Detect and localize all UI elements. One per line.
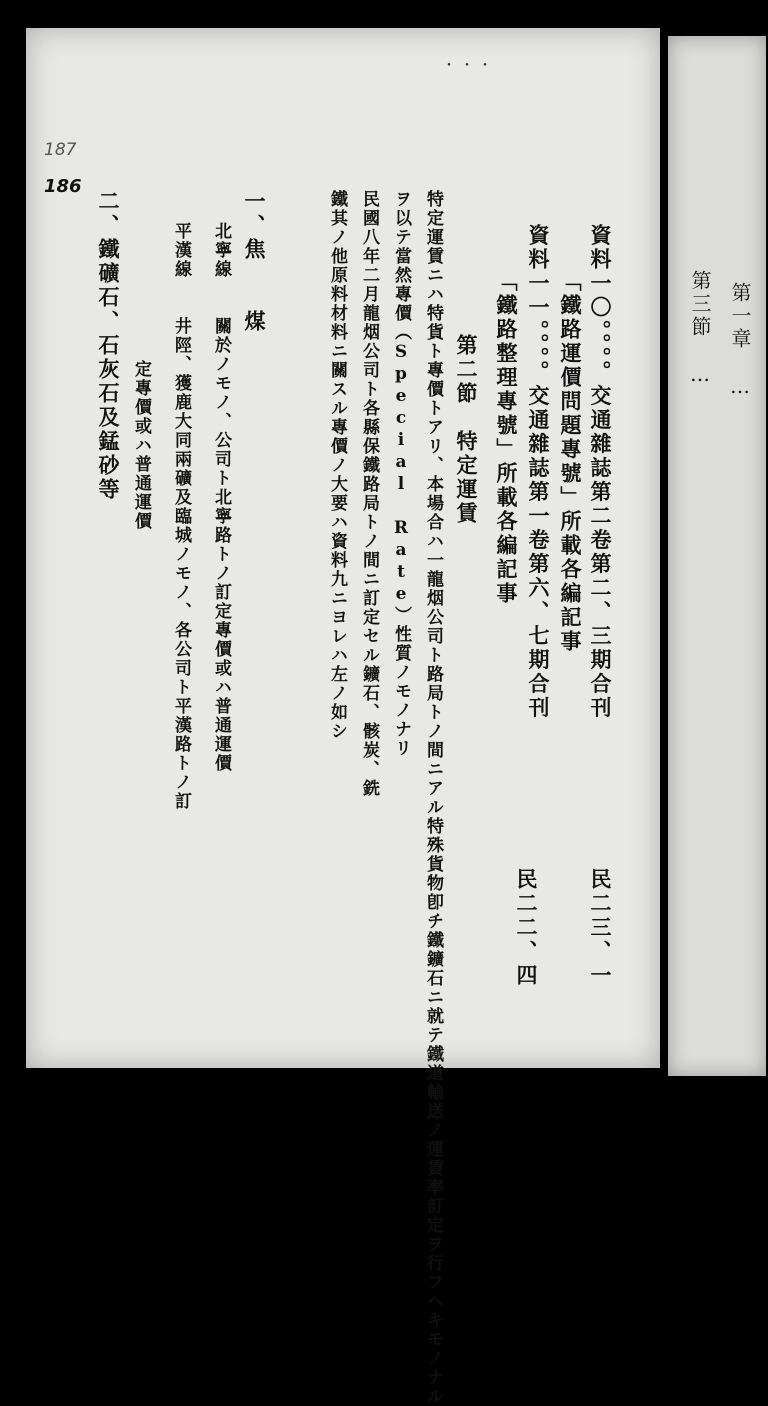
page-number: 186 — [44, 176, 82, 197]
adjacent-page — [668, 36, 766, 1076]
column-4-text: 「鐵路整理專號」所載各編記事 — [494, 270, 519, 606]
column-9-text: 鐵其ノ他原料材料ニ關スル專價ノ大要ハ資料九ニヨレハ左ノ如シ — [327, 190, 347, 741]
column-11-text: 北寧線 關於ノモノ、公司ト北寧路トノ訂定專價或ハ普通運價 — [211, 222, 231, 773]
column-1-date: 民二三、一 — [588, 868, 613, 988]
column-13-text: 定專價或ハ普通運價 — [131, 360, 151, 531]
struck-page-number: 187 — [44, 140, 77, 160]
page-dots: ・・・ — [442, 58, 496, 74]
item-heading-2: 二、鐵礦石、石灰石及錳砂等 — [96, 190, 121, 502]
column-1-text: 資料一〇。。。。交通雜誌第二卷第二、三期合刊 — [588, 224, 613, 721]
column-2-text: 「鐵路運價問題專號」所載各編記事 — [558, 270, 583, 654]
section-heading: 第二節 特定運賃 — [454, 334, 479, 526]
column-6-text: 特定運賃ニハ特貨ト專價トアリ、本場合ハ一龍烟公司ト路局トノ間ニアル特殊貨物卽チ鐵鑛石ニ就テ鐵道輸送ノ運賃率訂定ヲ行フヘキモノナル — [423, 190, 443, 1406]
column-8-text: 民國八年二月龍烟公司ト各縣保鐵路局トノ間ニ訂定セル鑛石、骸炭、銑 — [359, 190, 379, 798]
column-3-date: 民二二、四 — [514, 868, 539, 988]
column-12-text: 平漢線 井陘、獲鹿大同兩礦及臨城ノモノ、各公司ト平漢路トノ訂 — [171, 222, 191, 811]
item-heading-1: 一、焦 煤 — [242, 190, 267, 334]
column-7-text: ヲ以テ當然專價（Special Rate）性質ノモノナリ — [391, 190, 411, 758]
running-head-2: 第三節 … — [688, 270, 712, 389]
column-3-text: 資料一一。。。。交通雜誌第一卷第六、七期合刊 — [526, 224, 551, 721]
running-head-1: 第一章 … — [728, 282, 752, 401]
